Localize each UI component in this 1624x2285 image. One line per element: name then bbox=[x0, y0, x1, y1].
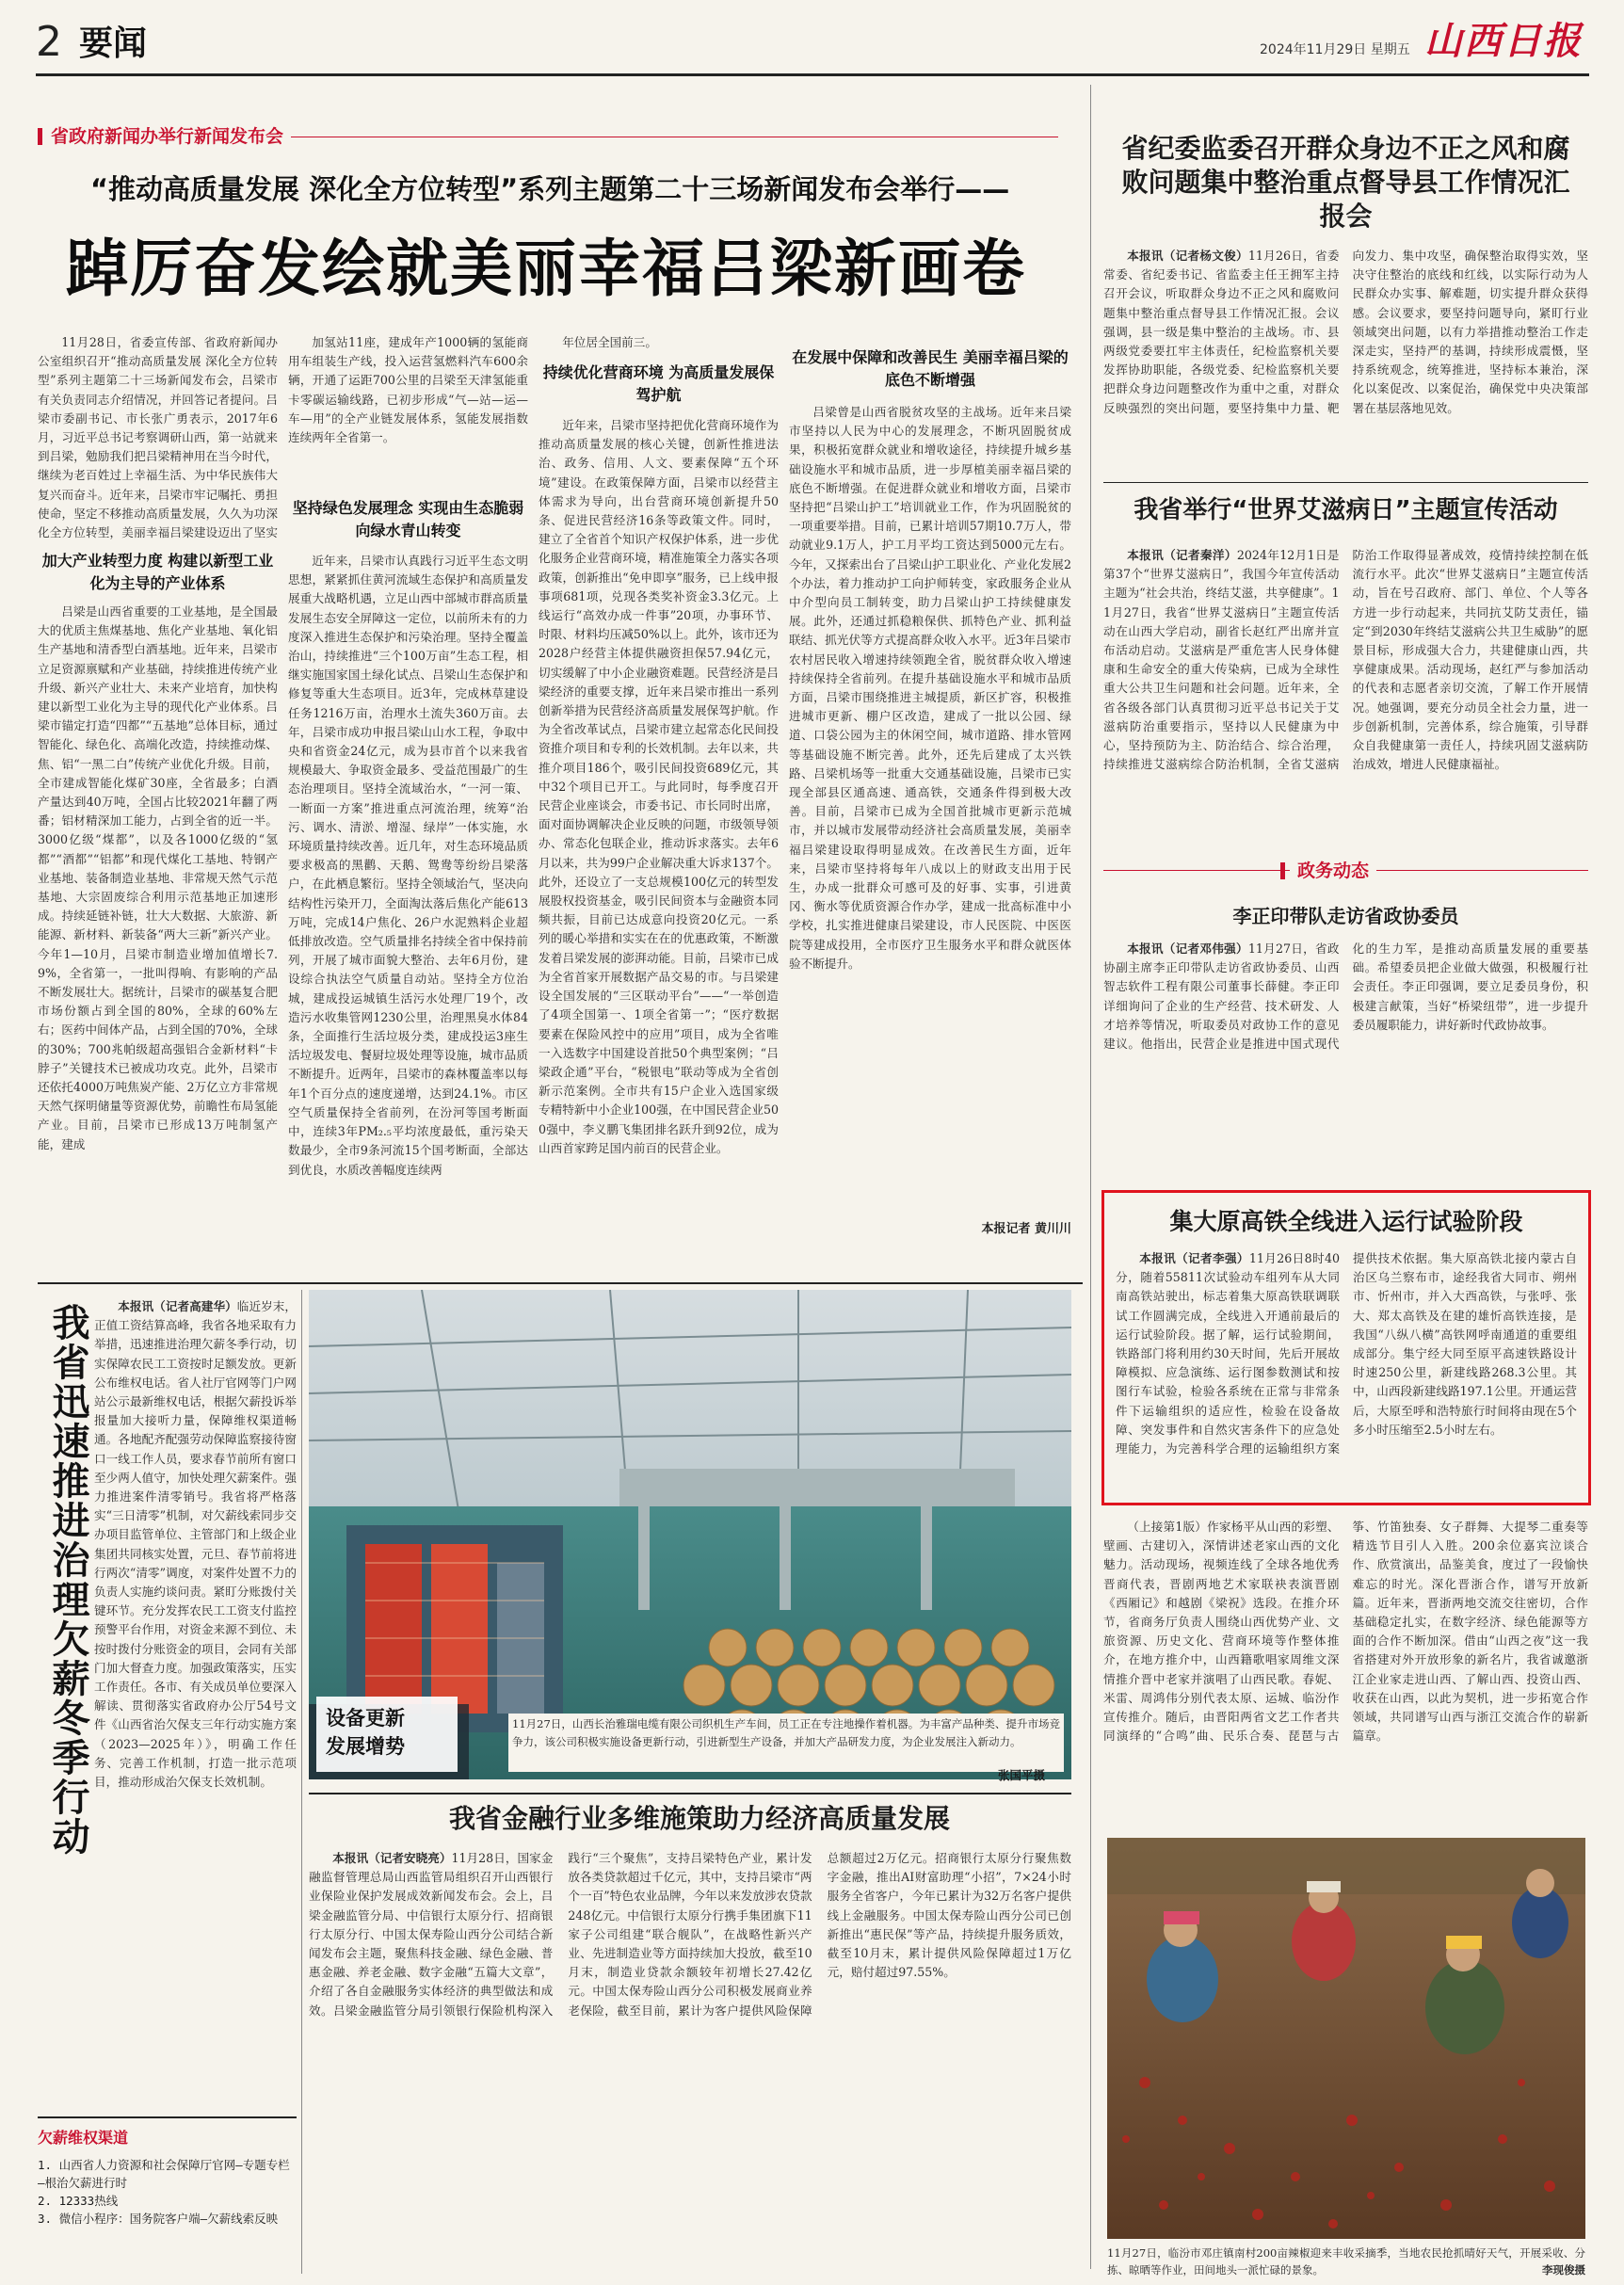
finance-text: 11月28日，国家金融监督管理总局山西监管局组织召开山西银行业保险业保护发展成效新闻发布会。会上，吕梁金融监管分局、中信银行太原分行、招商银行太原分行、中国太保寿险山西分公司结合新闻发布会主题，聚焦科技金融、绿色金融、普惠金融、养老金融、数字金融“五篇大文章”，介绍了各自金融服务实体经济的典型做法和成效。吕梁金融监管分局引领银行保险机构深入践行“三个聚焦”，支持吕梁特色产业，累计发放各类贷款超过千亿元，其中，支持吕梁市“两个一百”特色农业品牌，今年以来发放涉农贷款248亿元。中信银行太原分行携手集团旗下11家子公司组建“联合舰队”，在战略性新兴产业、先进制造业等方面持续加大投放，截至10月末，制造业贷款余额较年初增长27.42亿元。中国太保寿险山西分公司积极发展商业养老保险，截至目前，累计为客户提供风险保障总额超过2万亿元。招商银行太原分行聚焦数字金融，推出AI财富助理“小招”，7×24小时服务全省客户，今年已累计为32万名客户提供线上金融服务。中国太保寿险山西分公司已创新推出“惠民保”等产品，持续提升服务质效，截至10月末，累计提供风险保障超过1万亿元，赔付超过97.55%。 bbox=[309, 1851, 1071, 2018]
chili-harvest-image bbox=[1107, 1838, 1585, 2239]
lead-col3a-text: 年位居全国前三。 bbox=[562, 335, 657, 349]
wage-text: 临近岁末，正值工资结算高峰，我省各地采取有力举措，迅速推进治理欠薪冬季行动，切实保障农民工工资按时足额发放。更新公布维权电话。省人社厅官网等门户网站公示最新维权电话，根据欠薪投诉举报量加大接听力量，保障维权渠道畅通。各地配齐配强劳动保障监察接待窗口一线工作人员，要求春节前所有窗口至少两人值守，加快处理欠薪案件。强力推进案件清零销号。我省将严格落实“三日清零”机制，对欠薪线索同步交办项目监管单位、主管部门和上级企业集团共同核实处置，元旦、春节前将进行两次“清零”调度，对案件处置不力的负责人实施约谈问责。紧盯分账拨付关键环节。充分发挥农民工工资支付监控预警平台作用，对资金来源不到位、未按时拨付分账资金的项目，会同有关部门加大督查力度。加强政策落实，压实工作责任。各市、有关成员单位要深入解读、贯彻落实省政府办公厅54号文件《山西省治欠保支三年行动实施方案（2023—2025年）》，明确工作任务、完善工作机制，打造一批示范项目，推动形成治欠保支长效机制。 bbox=[94, 1299, 297, 1790]
factory-photo bbox=[309, 1290, 1071, 1779]
lead-column-3 bbox=[539, 333, 779, 1275]
lead-headline: 踔厉奋发绘就美丽幸福吕梁新画卷 bbox=[66, 233, 1026, 305]
page-number: 2 bbox=[36, 18, 62, 66]
lead-col3-text: 近年来，吕梁市坚持把优化营商环境作为推动高质量发展的核心关键，创新性推进法治、政务、信用、人文、要素保障“五个环境”建设。在政策保障方面，吕梁市以经营主体需求为导向，出台营商环境创新提升50条、促进民营经济16条等政策文件。同时，建立了全省首个知识产权保护体系，进一步优化服务企业营商环境，精准施策全力落实各项政策，创新推出“免申即享”服务，已上线申报事项681项，兑现各类奖补资金3.3亿元。上线运行“高效办成一件事”20项，办事环节、时限、材料均压减50%以上。此外，该市还为2028户经营主体提供融资担保57.94亿元，切实缓解了中小企业融资难题。民营经济是吕梁经济的重要支撑，近年来吕梁市推出一系列创新举措为民营经济高质量发展保驾护航。作为全省改革试点，吕梁市建立起常态化民间投资推介项目和专利的长效机制。去年以来，共推介项目186个，吸引民间投资689亿元，其中32个项目已开工。与此同时，每季度召开民营企业座谈会，市委书记、市长同时出席，面对面协调解决企业反映的问题，市级领导领办、常态化包联企业，推动诉求落实。去年6月以来，共为99户企业解决重大诉求137个。此外，还设立了一支总规模100亿元的转型发展股权投资基金，吸引民间资本与金融资本同频共振，目前已达成意向投资20亿元。一系列的暖心举措和实实在在的优惠政策，不断激发着吕梁发展的澎湃动能。目前，吕梁市已成为全省首家开展数据产品交易的市。与吕梁建设全国发展的“三区联动平台”——“一举创造了4项全国第一、1项全省第一”；“医疗数据要素在保险风控中的应用”项目，成为全省唯一入选数字中国建设首批50个典型案例；“吕梁政企通”平台，“税银电”联动等成为全省创新示范案例。全市共有15户企业入选国家级专精特新中小企业100强，在中国民营企业500强中，李义鹏飞集团排名跃升到92位，成为山西首家跨足国内前百的民营企业。 bbox=[539, 418, 779, 1155]
aids-article bbox=[1103, 491, 1588, 896]
finance-article bbox=[309, 1800, 1071, 2276]
masthead bbox=[36, 17, 1589, 72]
discipline-body bbox=[1103, 247, 1588, 501]
lead-column-1 bbox=[38, 333, 278, 1275]
chili-harvest-caption bbox=[1107, 2245, 1585, 2282]
lead-col2b-text: 近年来，吕梁市认真践行习近平生态文明思想，紧紧抓住黄河流域生态保护和高质量发展重大战略机遇，立足山西中部城市群高质量发展生态安全屏障这一定位，以前所未有的力度深入推进生态保护和污染治理。坚持全覆盖治山，持续推进“三个100万亩”生态工程，相继实施国家国土绿化试点、吕梁山生态保护和修复等重大生态项目。近3年，完成林草建设任务1216万亩，治理水土流失360万亩。去年，吕梁市成功申报吕梁山山水工程，争取中央和省资金24亿元，成为县市首个以来我省规模最大、争取资金最多、受益范围最广的生态治理项目。坚持全流域治水，“一河一策、一断面一方案”推进重点河流治理，统筹“治污、调水、清淤、增湿、绿岸”一体实施，水环境质量持续改善。近几年，对生态环境品质要求极高的黑鹳、天鹅、鸳鸯等纷纷吕梁落户，在此栖息繁衍。坚持全领域治气，坚决向结构性污染开刀，全面淘汰落后焦化产能613万吨，完成14户焦化、26户水泥熟料企业超低排放改造。空气质量排名持续全省中保持前列，开展了城市面貌大整治、去年6月份，建设综合执法空气质量自动站。坚持全方位治城，建成投运城镇生活污水处理厂19个，改造污水收集管网1230公里，治理黑臭水体84条，全面推行生活垃圾分类，建成投运3座生活垃圾发电、餐厨垃圾处理等设施，城市品质不断提升。近两年，吕梁市的森林覆盖率以每年1个百分点的速度递增，达到24.1%。市区空气质量保持全省前列，在汾河等国考断面中，连续3年PM₂.₅平均浓度最低，重污染天数最少，全市9条河流15个国考断面，全部达到优良，水质改善幅度连续两 bbox=[288, 554, 528, 1177]
factory-caption bbox=[508, 1714, 1064, 1772]
chili-caption-text: 11月27日，临汾市邓庄镇南村200亩辣椒迎来丰收采摘季，当地农民抢抓晴好天气，开展采收、分拣、晾晒等作业，田间地头一派忙碌的景象。 bbox=[1107, 2246, 1585, 2277]
lead-subhead-2: 坚持绿色发展理念 实现由生态脆弱向绿水青山转变 bbox=[292, 499, 524, 539]
lead-col4-text: 吕梁曾是山西省脱贫攻坚的主战场。近年来吕梁市坚持以人民为中心的发展理念，不断巩固脱贫成果，积极拓宽群众就业和增收途径，持续提升城乡基础设施水平和城市品质，进一步厚植美丽幸福吕梁的底色不断增强。在促进群众就业和增收方面，吕梁市坚持把“吕梁山护工”培训就业工作，作为巩固脱贫的一项重要举措。目前，已累计培训57期10.7万人，带动就业9.1万人，护工月平均工资达到5000元左右。今年，又探索出台了吕梁山护工职业化、产业化发展2个办法，着力推动护工向护师转变，家政服务企业从中介型向员工制转变，助力吕梁山护工持续健康发展。此外，还通过抓稳粮保供、抓特色产业、抓利益联结、抓光伏等方式提高群众收入水平。近3年吕梁市农村居民收入增速持续领跑全省，脱贫群众收入增速持续保持全省前列。在提升基础设施水平和城市品质方面，吕梁市围绕推进主城提质，新区扩容，积极推进城市更新、棚户区改造，建成了一批以公园、绿道、口袋公园为主的休闲空间，城市道路、排水管网等基础设施不断完善。此外，还先后建成了太兴铁路、吕梁机场等一批重大交通基础设施，吕梁市已实现全部县区通高速、通高铁，交通条件得到极大改善。目前，吕梁市已成为全国首批城市更新示范城市，并以城市发展带动经济社会高质量发展，美丽幸福吕梁建设取得明显成效。在改善民生方面，近年来，吕梁市坚持将每年八成以上的财政支出用于民生，办成一批群众可感可及的好事、实事，引进黄冈、衡水等优质资源合作办学，建成一批高标准中小学校，扎实推进健康吕梁建设，市人民医院、中医医院等建成投用，全市医疗卫生服务水平和群众就医体验不断提升。 bbox=[789, 405, 1071, 971]
paper-logo: 山西日报 bbox=[1424, 19, 1583, 63]
factory-photo-title bbox=[326, 1704, 458, 1761]
lead-col1-text: 吕梁是山西省重要的工业基地，是全国最大的优质主焦煤基地、焦化产业基地、氧化铝生产基地和清香型白酒基地。近年来，吕梁市立足资源禀赋和产业基础，持续推进传统产业升级、新兴产业壮大、未来产业培育，加快构建以新型工业化为主导的现代化产业体系。吕梁市锚定打造“四都”“五基地”总体目标，通过智能化、绿色化、高端化改造，持续推动煤、焦、铝“一黑二白”传统产业优化升级。目前，全市建成智能化煤矿30座，全省最多；白酒产量达到40万吨，全国占比较2021年翻了两番；铝材精深加工能力，占到全省的近一半。3000亿级“煤都”，以及各1000亿级的“氢都”“酒都”“铝都”和现代煤化工基地、特钢产业基地、装备制造业基地、非常规天然气示范基地、大宗固废综合利用示范基地正加速形成。持续延链补链，壮大大数据、大旅游、新能源、新材料、新装备“两大三新”新兴产业。今年1—10月，吕梁市制造业增加值增长7.9%，全省第一，一批叫得响、有影响的产品不断发展壮大。据统计，吕梁市的碳基复合肥市场份额占到全国的80%，全球的60%左右；医药中间体产品，占到全国的70%，全球的30%；700兆帕级超高强铝合金新材料“卡脖子”关键技术已被成功攻克。此外，吕梁市还依托4000万吨焦炭产能、2万亿立方非常规天然气探明储量等资源优势，前瞻性布局氢能产业。目前，吕梁市已形成13万吨制氢产能，建成 bbox=[38, 604, 278, 1151]
chili-harvest-photo bbox=[1107, 1838, 1585, 2239]
wage-channels-title: 欠薪维权渠道 bbox=[38, 2129, 129, 2147]
news-release-tag-label: 省政府新闻办举行新闻发布会 bbox=[51, 124, 291, 149]
factory-caption-text: 11月27日，山西长治雅瑞电缆有限公司织机生产车间，员工正在专注地操作着机器。为丰富产品种类、提升市场竞争力，该公司积极实施设备更新行动，引进新型生产设备，并加大产品研发力度，为企业发展注入新动力。 bbox=[512, 1717, 1060, 1748]
section-name: 要闻 bbox=[79, 24, 148, 63]
wage-body-top bbox=[94, 1297, 297, 1870]
lead-bottom-rule bbox=[38, 1282, 1083, 1284]
wage-vertical-headline: 我省迅速推进治理欠薪冬季行动 bbox=[46, 1303, 89, 1857]
chili-photo-credit: 李现俊摄 bbox=[1542, 2263, 1585, 2277]
lead-kicker: “推动高质量发展 深化全方位转型”系列主题第二十三场新闻发布会举行—— bbox=[90, 173, 1010, 205]
gov-affairs-label: 政务动态 bbox=[1290, 859, 1376, 883]
lead-column-4 bbox=[789, 333, 1071, 1275]
wage-channel-2: 2. 12333热线 bbox=[38, 2194, 119, 2208]
cppcc-headline: 李正印带队走访省政协委员 bbox=[1232, 905, 1459, 927]
lead-column-2 bbox=[288, 333, 528, 1275]
railway-body bbox=[1116, 1249, 1577, 1477]
lead-subhead-4: 在发展中保障和改善民生 美丽幸福吕梁的底色不断增强 bbox=[792, 348, 1069, 389]
factory-title-line-1: 设备更新 bbox=[326, 1707, 405, 1730]
vertical-rule-main bbox=[1090, 85, 1091, 2269]
discipline-article bbox=[1103, 132, 1588, 501]
discipline-text: 11月26日，省委常委、省纪委书记、省监委主任王拥军主持召开会议，听取群众身边不正之风和腐败问题集中整治重点督导县工作情况汇报。会议强调，县一级是集中整治的主战场。市、县两级党委要扛牢主体责任，纪检监察机关要发挥协助职能，各级党委、纪检监察机关要把群众身边问题整改作为重中之重，对群众反映强烈的突出问题，要坚持集中力量、靶向发力、集中攻坚，确保整治取得实效，坚决守住整治的底线和红线，以实际行动为人民群众办实事、解难题，切实提升群众获得感。会议要求，要坚持问题导向，紧盯行业领域突出问题，以有力举措推动整治工作走深走实，坚持严的基调，持续形成震慑，坚持系统观念，统筹推进，坚持标本兼治，深化以案促改、以案促治，确保党中央决策部署在基层落地见效。 bbox=[1103, 249, 1588, 415]
wage-article bbox=[38, 1290, 297, 2100]
continued-article bbox=[1103, 1518, 1588, 1828]
cppcc-body bbox=[1103, 940, 1588, 1168]
aids-headline: 我省举行“世界艾滋病日”主题宣传活动 bbox=[1134, 496, 1558, 524]
railway-article-box bbox=[1101, 1190, 1591, 1505]
issue-date: 2024年11月29日 星期五 bbox=[1260, 42, 1410, 57]
gov-affairs-tag bbox=[1103, 859, 1588, 883]
railway-text: 11月26日8时40分，随着55811次试验动车组列车从大同南高铁站驶出，标志着集大原高铁联调联试工作圆满完成，全线进入开通前最后的运行试验阶段。据了解，运行试验期间，铁路部门将利用约30天时间，先后开展故障模拟、应急演练、运行图参数测试和按图行车试验，检验各系统在正常与非常条件下运输组织的适应性，检验在设备故障、突发事件和自然灾害条件下的应急处理能力，为完善科学合理的运输组织方案提供技术依据。集大原高铁北接内蒙古自治区乌兰察布市，途经我省大同市、朔州市、忻州市，并入大西高铁，与张呼、张大、郑太高铁及在建的雄忻高铁连接，是我国“八纵八横”高铁网呼南通道的重要组成部分。集宁经大同至原平高速铁路设计时速250公里，新建线路268.3公里。其中，山西段新建线路197.1公里。开通运营后，大原至呼和浩特旅行时间将由现在5个多小时压缩至2.5小时左右。 bbox=[1116, 1251, 1577, 1456]
factory-title-line-2: 发展增势 bbox=[326, 1735, 405, 1758]
wage-channels-box bbox=[38, 2116, 297, 2277]
lead-col2-text: 加氢站11座，建成年产1000辆的氢能商用车组装生产线，投入运营氢燃料汽车600余辆，开通了运距700公里的吕梁至天津氢能重卡零碳运输线路，已初步形成“气—站—运—车—用”的全产业链发展体系，氢能发展指数连续两年全省第一。 bbox=[288, 335, 528, 445]
lead-subhead-3: 持续优化营商环境 为高质量发展保驾护航 bbox=[542, 363, 775, 404]
masthead-rule bbox=[36, 73, 1589, 76]
discipline-byline: 本报讯（记者杨文俊） bbox=[1127, 249, 1248, 263]
aids-text: 2024年12月1日是第37个“世界艾滋病日”，我国今年宣传活动主题为“社会共治，终结艾滋，共享健康”。11月27日，我省“世界艾滋病日”主题宣传活动在山西大学启动，副省长赵红严出席并宣布活动启动。艾滋病是严重危害人民身体健康和生命安全的重大传染病，已成为全球性重大公共卫生问题和社会问题。近年来，全省各级各部门认真贯彻习近平总书记关于艾滋病防治重要指示，坚持以人民健康为中心，坚持预防为主、防治结合、综合治理，持续推进艾滋病综合防治机制，全省艾滋病防治工作取得显著成效，疫情持续控制在低流行水平。此次“世界艾滋病日”主题宣传活动，旨在号召政府、部门、单位、个人等各方进一步行动起来，共同抗艾防艾责任，锚定“到2030年终结艾滋病公共卫生威胁”的愿景目标，形成强大合力，共建健康山西，共享健康成果。活动现场，赵红严与参加活动的代表和志愿者亲切交流，了解工作开展情况。她强调，要充分动员全社会力量，进一步创新机制，完善体系，综合施策，引导群众自我健康第一责任人，持续巩固艾滋病防治成效，增进人民健康福祉。 bbox=[1103, 548, 1588, 772]
lead-intro: 11月28日，省委宣传部、省政府新闻办公室组织召开“推动高质量发展 深化全方位转型”系列主题第二十三场新闻发布会，吕梁市有关负责同志介绍情况，并回答记者提问。吕梁市委副书记、市长张广勇表示，2017年6月，习近平总书记考察调研山西，第一站就来到吕梁，勉励我们把吕梁精神用在当今时代，继续为老百姓过上幸福生活、为中华民族伟大复兴而奋斗。近年来，吕梁市牢记嘱托、勇担使命，坚定不移推动高质量发展，久久为功深化全方位转型，美丽幸福吕梁建设迈出了坚实 bbox=[38, 335, 278, 540]
discipline-headline: 省纪委监委召开群众身边不正之风和腐败问题集中整治重点督导县工作情况汇报会 bbox=[1121, 133, 1570, 232]
finance-body bbox=[309, 1849, 1071, 2263]
aids-byline: 本报讯（记者秦洋） bbox=[1127, 548, 1237, 562]
continued-text: （上接第1版）作家杨平从山西的彩塑、壁画、古建切入，深情讲述老家山西的文化魅力。活动现场，视频连线了全球各地优秀晋商代表，晋剧两地艺术家联袂表演晋剧《西厢记》和越剧《梁祝》选段。在推介环节，省商务厅负责人围绕山西优势产业、文旅资源、历史文化、营商环境等作整体推介，在地方推介中，山西籍歌唱家周维文深情推介晋中老家并演唱了山西民歌。春妮、米雷、周鸿伟分别代表太原、运城、临汾作宣传推介。随后，由晋阳两省文艺工作者共同演绎的“合鸣”曲、民乐合奏、琵琶与古筝、竹笛独奏、女子群舞、大提琴二重奏等精选节目引人入胜。200余位嘉宾泣谈合作、欣赏演出，品鉴美食，度过了一段愉快难忘的时光。深化晋浙合作，谱写开放新篇。近年来，晋浙两地交流交往密切，合作基础稳定扎实，在数字经济、绿色能源等方面的合作不断加深。借由“山西之夜”这一我省搭建对外开放形象的新名片，我省诚邀浙江企业家走进山西、了解山西、投资山西、收获在山西，以此为契机，进一步拓宽合作领域，共同谱写山西与浙江交流合作的崭新篇章。 bbox=[1103, 1520, 1588, 1744]
cppcc-text: 11月27日，省政协副主席李正印带队走访省政协委员、山西智志软件工程有限公司董事长薛健。李正印详细询问了企业的生产经营、技术研发、人才培养等情况，听取委员对政协工作的意见建议。他指出，民营企业是推进中国式现代化的生力军，是推动高质量发展的重要基础。希望委员把企业做大做强，积极履行社会责任。李正印强调，要立足委员身份，积极建言献策，当好“桥梁纽带”，进一步提升委员履职能力，讲好新时代政协故事。 bbox=[1103, 941, 1588, 1052]
cppcc-byline: 本报讯（记者邓伟强） bbox=[1127, 941, 1248, 956]
lead-reporter: 本报记者 黄川川 bbox=[981, 1222, 1071, 1236]
factory-photo-credit: 张国平摄 bbox=[998, 1768, 1046, 1782]
railway-byline: 本报讯（记者李强） bbox=[1139, 1251, 1249, 1265]
aids-body bbox=[1103, 546, 1588, 872]
finance-byline: 本报讯（记者安晓亮） bbox=[332, 1851, 452, 1865]
finance-headline: 我省金融行业多维施策助力经济高质量发展 bbox=[448, 1803, 950, 1834]
wage-byline: 本报讯（记者高建华） bbox=[118, 1299, 237, 1313]
wage-channel-1: 1. 山西省人力资源和社会保障厅官网—专题专栏—根治欠薪进行时 bbox=[38, 2158, 290, 2190]
news-release-tag bbox=[38, 124, 1073, 149]
cppcc-article bbox=[1103, 902, 1588, 1175]
wage-channel-3: 3. 微信小程序：国务院客户端—欠薪线索反映 bbox=[38, 2212, 279, 2226]
railway-headline: 集大原高铁全线进入运行试验阶段 bbox=[1169, 1208, 1523, 1235]
lead-subhead-1: 加大产业转型力度 构建以新型工业化为主导的产业体系 bbox=[41, 552, 274, 592]
